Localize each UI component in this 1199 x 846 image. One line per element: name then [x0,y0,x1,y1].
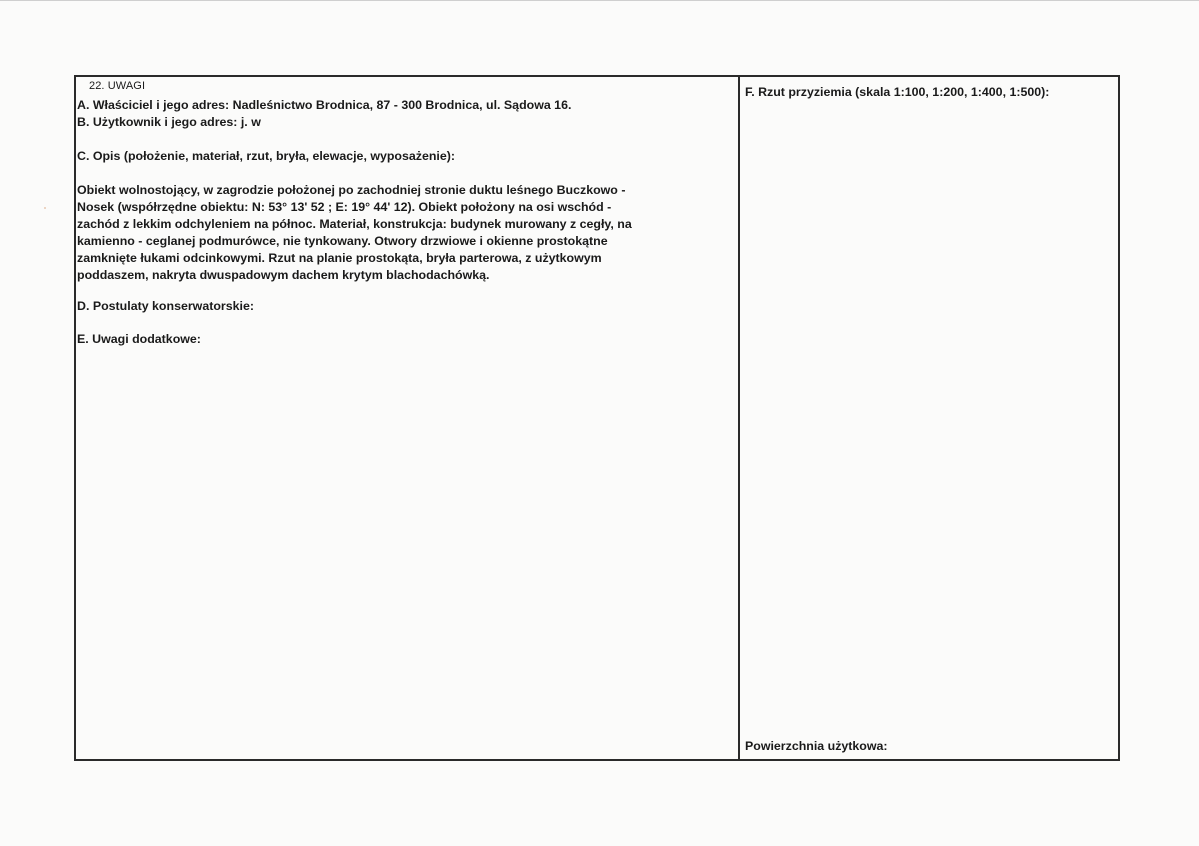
description-text [77,182,737,284]
remarks-form [74,75,1120,761]
conservation-postulates: D. Postulaty konserwatorskie: [77,299,254,313]
description-line: Nosek (współrzędne obiektu: N: 53° 13' 52 ; E: 19° 44' 12). Obiekt położony na osi wschód - [77,200,612,214]
description-line: zachód z lekkim odchyleniem na północ. Materiał, konstrukcja: budynek murowany z cegły, na [77,217,632,231]
description-heading: C. Opis (położenie, materiał, rzut, bryła, elewacje, wyposażenie): [77,149,456,163]
description-line: zamknięte łukami odcinkowymi. Rzut na planie prostokąta, bryła parterowa, z użytkowym [77,251,602,265]
description-line: poddaszem, nakryta dwuspadowym dachem krytym blachodachówką. [77,268,490,282]
remarks-column [76,77,740,759]
ground-plan-column [740,77,1118,759]
paper-speck [44,207,46,209]
ground-plan-heading: F. Rzut przyziemia (skala 1:100, 1:200, 1:400, 1:500): [745,85,1050,99]
owner-address: A. Właściciel i jego adres: Nadleśnictwo Brodnica, 87 - 300 Brodnica, ul. Sądowa 16. [77,98,572,112]
additional-remarks: E. Uwagi dodatkowe: [77,332,201,346]
user-address: B. Użytkownik i jego adres: j. w [77,115,261,129]
description-line: kamienno - ceglanej podmurówce, nie tynkowany. Otwory drzwiowe i okienne prostokątne [77,234,608,248]
usable-area-label: Powierzchnia użytkowa: [745,739,888,753]
description-line: Obiekt wolnostojący, w zagrodzie położonej po zachodniej stronie duktu leśnego Buczkowo - [77,183,626,197]
section-title: 22. UWAGI [89,80,146,92]
